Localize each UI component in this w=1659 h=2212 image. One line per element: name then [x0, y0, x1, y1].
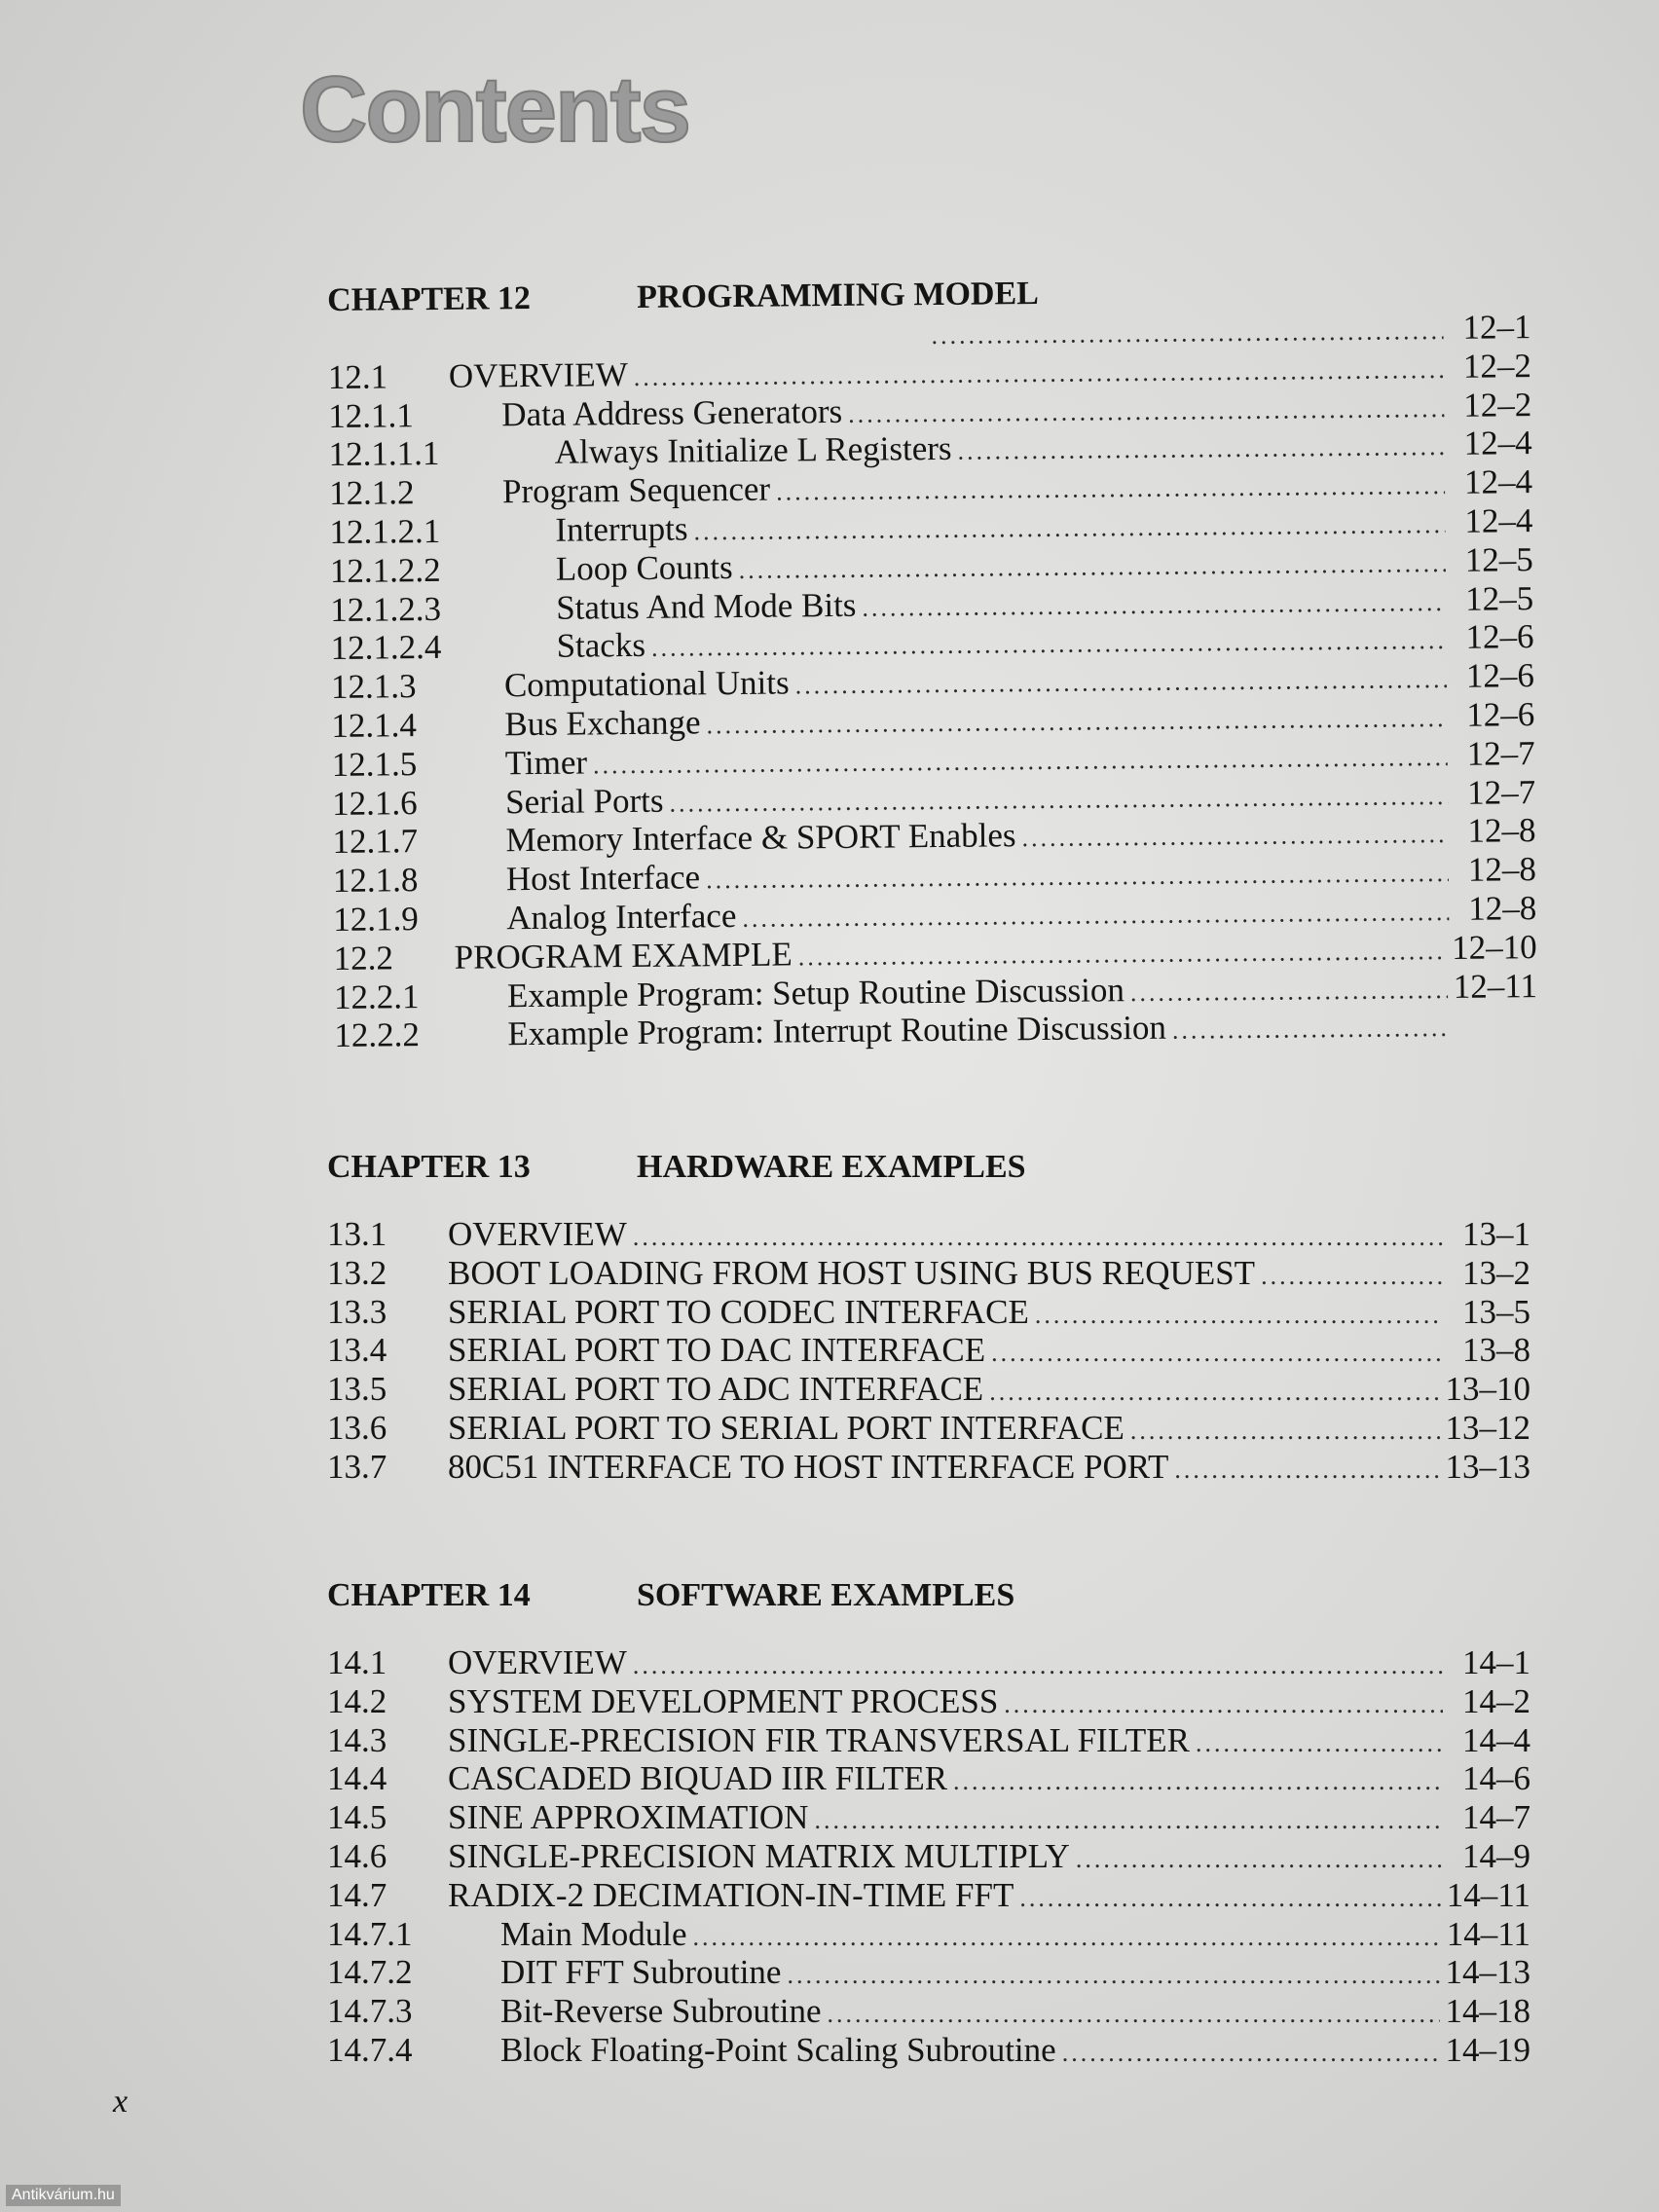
toc-entry-number: 14.7.4	[327, 2030, 413, 2069]
toc-entry-page: 13–2	[1462, 1253, 1530, 1292]
dot-leader	[848, 389, 1444, 434]
toc-entry-title: Main Module	[500, 1914, 687, 1953]
toc-entry-page: 14–1	[1462, 1643, 1530, 1681]
dot-leader	[693, 1918, 1441, 1957]
toc-entry-title: SERIAL PORT TO ADC INTERFACE	[448, 1370, 984, 1409]
toc-entry-number: 13.6	[327, 1408, 387, 1447]
toc-entry-title: Timer	[504, 743, 588, 783]
toc-entry-title: DIT FFT Subroutine	[500, 1953, 782, 1992]
toc-entry-title: Host Interface	[505, 858, 701, 899]
toc-entry-title: Bit-Reverse Subroutine	[500, 1992, 822, 2031]
dot-leader	[787, 1956, 1439, 1995]
toc-entry-page	[1456, 1035, 1537, 1036]
dot-leader	[742, 893, 1449, 939]
toc-entry-number: 12.1.2.4	[330, 628, 442, 668]
toc-entry-page: 14–18	[1445, 1992, 1530, 2031]
dot-leader	[957, 427, 1444, 471]
toc-entry-page: 14–19	[1445, 2030, 1530, 2069]
toc-entry-number: 12.1.2.3	[330, 589, 442, 629]
toc-entry-page: 13–5	[1462, 1292, 1530, 1331]
toc-entry-number: 14.7	[327, 1875, 387, 1914]
toc-entry-title: OVERVIEW	[448, 1215, 627, 1253]
chapter-label: CHAPTER 14	[327, 1577, 531, 1613]
toc-entry-page: 12–11	[1453, 966, 1538, 1006]
toc-entry-page: 12–5	[1464, 539, 1533, 579]
toc-entry-title: Interrupts	[555, 509, 688, 549]
toc-entry-title: OVERVIEW	[448, 354, 628, 395]
toc-entry[interactable]	[327, 1682, 1530, 1721]
dot-leader	[991, 1334, 1443, 1373]
toc-entry-number: 12.1.6	[331, 783, 418, 823]
toc-entry[interactable]	[327, 1953, 1530, 1992]
toc-entry-page: 12–6	[1466, 695, 1535, 734]
toc-entry-list	[327, 1215, 1530, 1487]
toc-entry-title: SINGLE-PRECISION MATRIX MULTIPLY	[448, 1836, 1070, 1875]
dot-leader	[1130, 971, 1448, 1013]
chapter-title: HARDWARE EXAMPLES	[637, 1149, 1026, 1185]
toc-entry-page: 12–8	[1467, 850, 1537, 889]
toc-entry-title: Memory Interface & SPORT Enables	[505, 816, 1016, 860]
toc-entry-number: 14.2	[327, 1681, 387, 1720]
chapter-title: PROGRAMMING MODEL	[636, 275, 1040, 315]
dot-leader	[1021, 815, 1448, 858]
toc-entry-page: 12–4	[1463, 462, 1533, 501]
toc-entry-title: Stacks	[556, 626, 646, 666]
dot-leader	[1062, 2034, 1440, 2073]
chapter-14-section	[327, 1577, 1530, 2070]
toc-entry-number: 12.2.1	[333, 977, 420, 1016]
toc-entry-number: 12.1.5	[331, 744, 418, 784]
toc-entry-page: 12–10	[1451, 927, 1537, 967]
toc-entry-number: 12.1.2	[328, 473, 415, 513]
dot-leader	[1035, 1296, 1443, 1335]
toc-entry-page: 14–2	[1462, 1681, 1530, 1720]
toc-entry-page: 12–2	[1462, 346, 1532, 386]
toc-entry-title: Data Address Generators	[501, 391, 843, 433]
dot-leader	[633, 1646, 1443, 1685]
toc-entry-page: 12–5	[1464, 578, 1534, 618]
toc-entry-list	[327, 308, 1537, 1055]
toc-entry-title: PROGRAM EXAMPLE	[454, 935, 793, 977]
dot-leader	[953, 1762, 1443, 1801]
toc-entry[interactable]	[327, 1721, 1530, 1760]
toc-entry-number: 12.1.9	[333, 900, 419, 939]
toc-entry[interactable]	[327, 1915, 1530, 1954]
dot-leader	[1196, 1724, 1443, 1763]
toc-entry-page: 12–7	[1466, 733, 1535, 773]
toc-entry[interactable]	[327, 1798, 1530, 1837]
toc-entry-title: Program Sequencer	[501, 469, 771, 511]
dot-leader	[862, 583, 1446, 628]
toc-entry[interactable]	[327, 1293, 1530, 1332]
toc-entry[interactable]	[327, 1215, 1530, 1254]
toc-entry-title: SERIAL PORT TO CODEC INTERFACE	[448, 1292, 1029, 1331]
dot-leader	[1004, 1685, 1443, 1724]
toc-entry-title: Bus Exchange	[504, 703, 701, 744]
toc-entry-number: 14.3	[327, 1720, 387, 1759]
toc-entry-title: Example Program: Interrupt Routine Discussion	[507, 1009, 1167, 1053]
chapter-heading	[327, 1577, 1530, 1622]
toc-entry-page: 13–12	[1445, 1408, 1530, 1447]
toc-entry-title: Status And Mode Bits	[556, 585, 857, 627]
toc-entry-page: 12–8	[1467, 811, 1536, 851]
toc-entry-number: 12.1.8	[332, 861, 419, 901]
toc-entry-page: 13–8	[1462, 1331, 1530, 1370]
chapter-label: CHAPTER 13	[327, 1149, 531, 1185]
toc-entry-page: 12–4	[1464, 501, 1533, 540]
chapter-13-section	[327, 1149, 1530, 1487]
toc-entry[interactable]	[327, 1759, 1530, 1798]
toc-entry-list	[327, 1643, 1530, 2070]
toc-entry-number: 12.1.4	[331, 706, 418, 745]
toc-entry-title: BOOT LOADING FROM HOST USING BUS REQUEST	[448, 1253, 1256, 1292]
toc-entry-page: 14–7	[1462, 1798, 1530, 1837]
toc-entry-title: Always Initialize L Registers	[554, 429, 952, 472]
chapter-label: CHAPTER 12	[327, 279, 532, 318]
toc-entry-number: 12.1.3	[330, 667, 417, 707]
toc-entry-title: Analog Interface	[506, 896, 737, 938]
toc-entry-number: 13.5	[327, 1370, 387, 1409]
toc-entry[interactable]	[327, 1992, 1530, 2031]
toc-entry-page: 13–10	[1445, 1370, 1530, 1409]
dot-leader	[794, 660, 1447, 705]
toc-entry-page: 12–8	[1468, 889, 1537, 928]
dot-leader	[1261, 1257, 1443, 1296]
toc-entry-number: 14.1	[327, 1643, 387, 1681]
toc-entry-page: 14–11	[1446, 1914, 1530, 1953]
toc-entry-number: 12.1.2.1	[329, 511, 441, 551]
toc-entry-number: 12.1	[327, 357, 388, 396]
toc-entry-page: 12–7	[1466, 772, 1536, 812]
dot-leader	[828, 1995, 1440, 2034]
dot-leader	[633, 1218, 1443, 1257]
toc-entry-number: 12.1.7	[332, 822, 419, 862]
toc-entry-number: 12.2.2	[334, 1015, 421, 1055]
toc-entry-number: 14.4	[327, 1759, 387, 1798]
toc-entry-title: SERIAL PORT TO DAC INTERFACE	[448, 1331, 986, 1370]
toc-entry[interactable]	[327, 2031, 1530, 2070]
toc-entry[interactable]	[327, 1837, 1530, 1876]
toc-entry-title: Block Floating-Point Scaling Subroutine	[500, 2030, 1056, 2069]
toc-entry-page: 14–9	[1462, 1836, 1530, 1875]
chapter-12-section	[327, 271, 1538, 1055]
dot-leader	[738, 544, 1446, 590]
toc-entry-title: OVERVIEW	[448, 1643, 627, 1681]
toc-entry-title: RADIX-2 DECIMATION-IN-TIME FFT	[448, 1875, 1014, 1914]
dot-leader	[776, 466, 1445, 511]
toc-entry-number: 14.5	[327, 1798, 387, 1837]
toc-entry-number: 13.7	[327, 1447, 387, 1486]
toc-entry-number: 13.1	[327, 1215, 387, 1253]
toc-entry-title: SINE APPROXIMATION	[448, 1798, 809, 1837]
dot-leader	[1130, 1412, 1440, 1451]
toc-entry-page: 14–13	[1445, 1953, 1530, 1992]
toc-entry-title: CASCADED BIQUAD IIR FILTER	[448, 1759, 948, 1798]
toc-entry-page: 14–6	[1462, 1759, 1530, 1798]
toc-entry-title: Computational Units	[503, 663, 790, 705]
toc-entry-page: 14–4	[1462, 1720, 1530, 1759]
toc-entry-number: 14.7.1	[327, 1914, 413, 1953]
toc-entry[interactable]	[327, 1448, 1530, 1487]
toc-entry[interactable]	[327, 1643, 1530, 1682]
toc-entry[interactable]	[327, 1331, 1530, 1370]
toc-entry-number: 12.1.2.2	[329, 550, 441, 590]
toc-entry-page: 12–6	[1465, 656, 1535, 695]
toc-entry[interactable]	[327, 1876, 1530, 1915]
toc-entry-page: 13–13	[1445, 1447, 1530, 1486]
toc-entry-title: Loop Counts	[555, 547, 733, 588]
toc-entry-page: 12–4	[1463, 424, 1532, 463]
toc-entry-number: 12.1.1	[328, 395, 414, 435]
dot-leader	[1076, 1840, 1443, 1879]
toc-entry-number: 12.2	[333, 939, 394, 977]
chapter-title: SOFTWARE EXAMPLES	[637, 1577, 1015, 1613]
toc-entry-page: 13–1	[1462, 1215, 1530, 1253]
dot-leader	[814, 1801, 1443, 1840]
toc-entry-page: 12–2	[1463, 385, 1532, 424]
toc-entry-title: SYSTEM DEVELOPMENT PROCESS	[448, 1681, 999, 1720]
watermark: Antikvárium.hu	[6, 2185, 121, 2206]
toc-entry-page: 14–11	[1446, 1875, 1530, 1914]
toc-entry-title: SERIAL PORT TO SERIAL PORT INTERFACE	[448, 1408, 1124, 1447]
chapter-start-page: 12–1	[1462, 308, 1531, 347]
toc-entry-number: 13.2	[327, 1253, 387, 1292]
toc-entry-page: 12–6	[1465, 617, 1534, 657]
toc-entry-title: 80C51 INTERFACE TO HOST INTERFACE PORT	[448, 1447, 1169, 1486]
toc-entry-number: 12.1.1.1	[328, 434, 440, 474]
dot-leader	[1019, 1879, 1440, 1918]
toc-entry[interactable]	[327, 1370, 1530, 1409]
dot-leader	[1172, 1009, 1451, 1051]
toc-entry-number: 13.3	[327, 1292, 387, 1331]
page-title: Contents	[300, 57, 689, 162]
toc-entry-title: SINGLE-PRECISION FIR TRANSVERSAL FILTER	[448, 1720, 1190, 1759]
dot-leader	[989, 1373, 1439, 1412]
toc-entry-number: 14.7.2	[327, 1953, 413, 1992]
toc-entry-number: 14.7.3	[327, 1992, 413, 2031]
toc-entry-title: Serial Ports	[504, 781, 664, 821]
toc-entry[interactable]	[327, 1409, 1530, 1448]
toc-entry-number: 14.6	[327, 1836, 387, 1875]
dot-leader	[1174, 1451, 1439, 1490]
chapter-heading	[327, 1149, 1530, 1194]
page-folio: x	[113, 2083, 129, 2120]
toc-entry[interactable]	[327, 1254, 1530, 1293]
toc-entry-number: 13.4	[327, 1331, 387, 1370]
toc-entry-title: Example Program: Setup Routine Discussion	[506, 970, 1125, 1014]
dot-leader	[931, 312, 1443, 355]
